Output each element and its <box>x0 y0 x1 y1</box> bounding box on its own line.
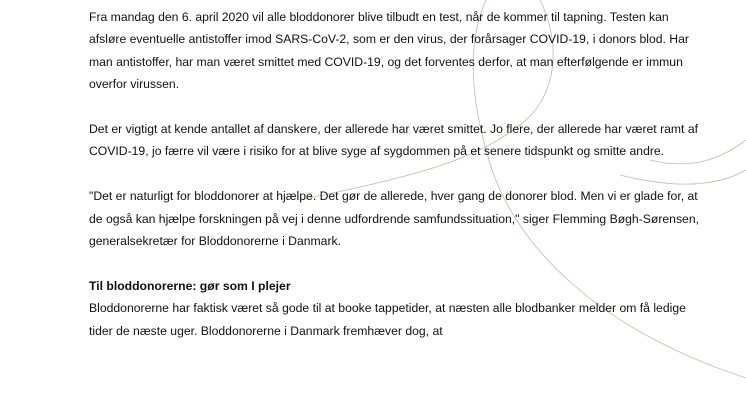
subheading-donors: Til bloddonorerne: gør som I plejer <box>89 278 291 293</box>
paragraph-importance: Det er vigtigt at kende antallet af danskere, der allerede har været smittet. Jo flere, der allerede har været ramt af COVID-19, jo færre vil være i risiko for at blive syge af sygdommen på et senere tidspunkt og smitte andre. <box>89 122 698 159</box>
paragraph-booking: Bloddonorerne har faktisk været så gode til at booke tappetider, at næsten alle blodbanker melder om få ledige tider de næste uger. Bloddonorerne i Danmark fremhæver dog, at <box>89 301 686 338</box>
article-body <box>89 6 709 342</box>
paragraph-quote: "Det er naturligt for bloddonorer at hjælpe. Det gør de allerede, hver gang de donorer blod. Men vi er glade for, at de også kan hjælpe forskningen på vej i denne udfordrende samfundssituation," siger Flemming Bøgh-Sørensen, generalsekretær for Bloddonorerne i Danmark. <box>89 189 699 249</box>
paragraph-antibody-test: Fra mandag den 6. april 2020 vil alle bloddonorer blive tilbudt en test, når de kommer til tapning. Testen kan afsløre eventuelle antistoffer imod SARS-CoV-2, som er den virus, der forårsager COVID-19, i donors blod. Har man antistoffer, har man været smittet med COVID-19, og det forventes derfor, at man efterfølgende er immun overfor virussen. <box>89 10 689 92</box>
